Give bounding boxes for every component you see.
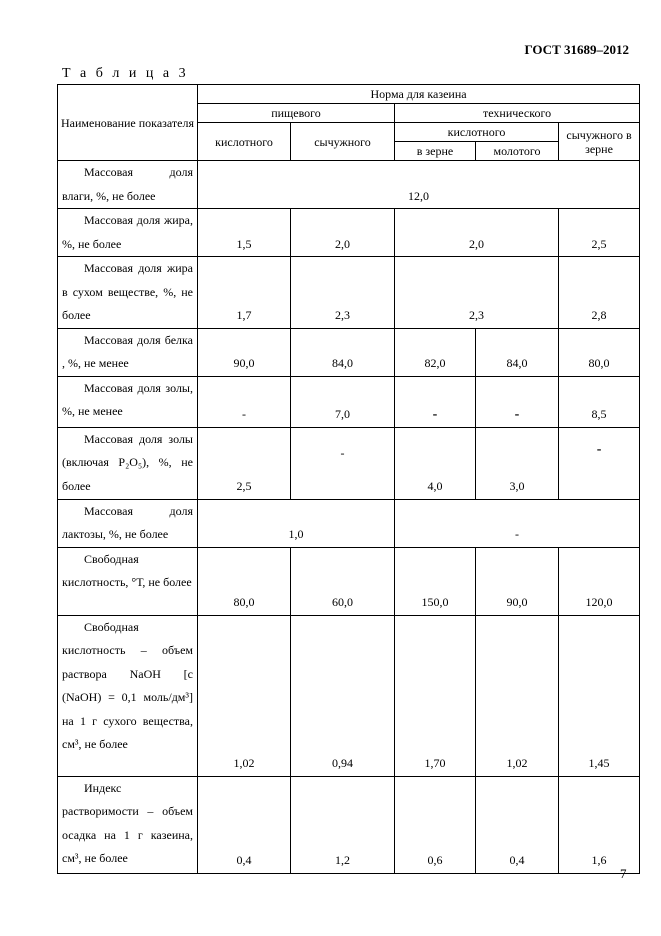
cell-value: 1,45: [559, 615, 640, 776]
table-row: [58, 547, 640, 615]
cell-value: 1,7: [198, 257, 291, 329]
header-food-rennet: сычужного: [291, 123, 395, 161]
cell-value: 80,0: [559, 328, 640, 376]
header-technical: технического: [395, 104, 640, 123]
cell-value: 150,0: [395, 547, 476, 615]
cell-value: 1,0: [198, 499, 395, 547]
table-row: [58, 776, 640, 873]
header-food-acid: кислотного: [198, 123, 291, 161]
cell-value: 2,8: [559, 257, 640, 329]
cell-value: 2,0: [395, 209, 559, 257]
cell-value: 60,0: [291, 547, 395, 615]
cell-value: 0,4: [476, 776, 559, 873]
cell-value: 2,3: [395, 257, 559, 329]
table-row: [58, 161, 640, 209]
cell-value: 120,0: [559, 547, 640, 615]
cell-value: 2,5: [198, 427, 291, 499]
page-number: 7: [620, 866, 627, 881]
cell-value: 90,0: [476, 547, 559, 615]
cell-value: 84,0: [476, 328, 559, 376]
cell-value: -: [559, 427, 640, 499]
document-code: ГОСТ 31689–2012: [524, 42, 629, 57]
table-row: [58, 427, 640, 499]
cell-value: 0,4: [198, 776, 291, 873]
cell-value: 12,0: [198, 161, 640, 209]
cell-value: 1,6: [559, 776, 640, 873]
cell-value: 0,94: [291, 615, 395, 776]
table-row: [58, 257, 640, 329]
row-name: Массовая доля влаги, %, не более: [58, 161, 198, 209]
cell-value: 4,0: [395, 427, 476, 499]
row-name: Свободная кислотность, °Т, не более: [58, 547, 198, 615]
row-name: Массовая доля жира в сухом веществе, %, не более: [58, 257, 198, 329]
cell-value: 1,2: [291, 776, 395, 873]
cell-value: -: [476, 376, 559, 427]
cell-value: 1,5: [198, 209, 291, 257]
cell-value: -: [395, 499, 640, 547]
table-row: [58, 376, 640, 427]
cell-value: 0,6: [395, 776, 476, 873]
cell-value: 3,0: [476, 427, 559, 499]
row-name: Массовая доля золы (включая P₂O₅), %, не более: [58, 427, 198, 499]
cell-value: 8,5: [559, 376, 640, 427]
table-caption: Т а б л и ц а 3: [62, 66, 189, 81]
row-name: Индекс растворимости – объем осадка на 1 г казеина, см³, не более: [58, 776, 198, 873]
row-name: Массовая доля белка , %, не менее: [58, 328, 198, 376]
cell-value: 2,3: [291, 257, 395, 329]
cell-value: -: [395, 376, 476, 427]
cell-value: -: [291, 427, 395, 499]
norms-table: [57, 84, 640, 874]
cell-value: 80,0: [198, 547, 291, 615]
header-indicator-name: Наименование показателя: [58, 85, 198, 161]
cell-value: 7,0: [291, 376, 395, 427]
table-row: [58, 615, 640, 776]
header-tech-acid: кислотного: [395, 123, 559, 142]
table-row: [58, 328, 640, 376]
cell-value: 82,0: [395, 328, 476, 376]
table-row: [58, 499, 640, 547]
cell-value: 2,0: [291, 209, 395, 257]
cell-value: 84,0: [291, 328, 395, 376]
header-ground: молотого: [476, 142, 559, 161]
header-food: пищевого: [198, 104, 395, 123]
header-grain: в зерне: [395, 142, 476, 161]
cell-value: 1,02: [476, 615, 559, 776]
table-row: [58, 209, 640, 257]
header-tech-rennet-grain: сычужного в зерне: [559, 123, 640, 161]
row-name: Массовая доля жира, %, не более: [58, 209, 198, 257]
header-norm: Норма для казеина: [198, 85, 640, 104]
cell-value: 1,70: [395, 615, 476, 776]
cell-value: 90,0: [198, 328, 291, 376]
row-name: Свободная кислотность – объем раствора NaOH [c (NaOH) = 0,1 моль/дм³] на 1 г сухого вещества, см³, не более: [58, 615, 198, 776]
row-name: Массовая доля лактозы, %, не более: [58, 499, 198, 547]
row-name: Массовая доля золы, %, не менее: [58, 376, 198, 427]
cell-value: 1,02: [198, 615, 291, 776]
cell-value: 2,5: [559, 209, 640, 257]
cell-value: -: [198, 376, 291, 427]
